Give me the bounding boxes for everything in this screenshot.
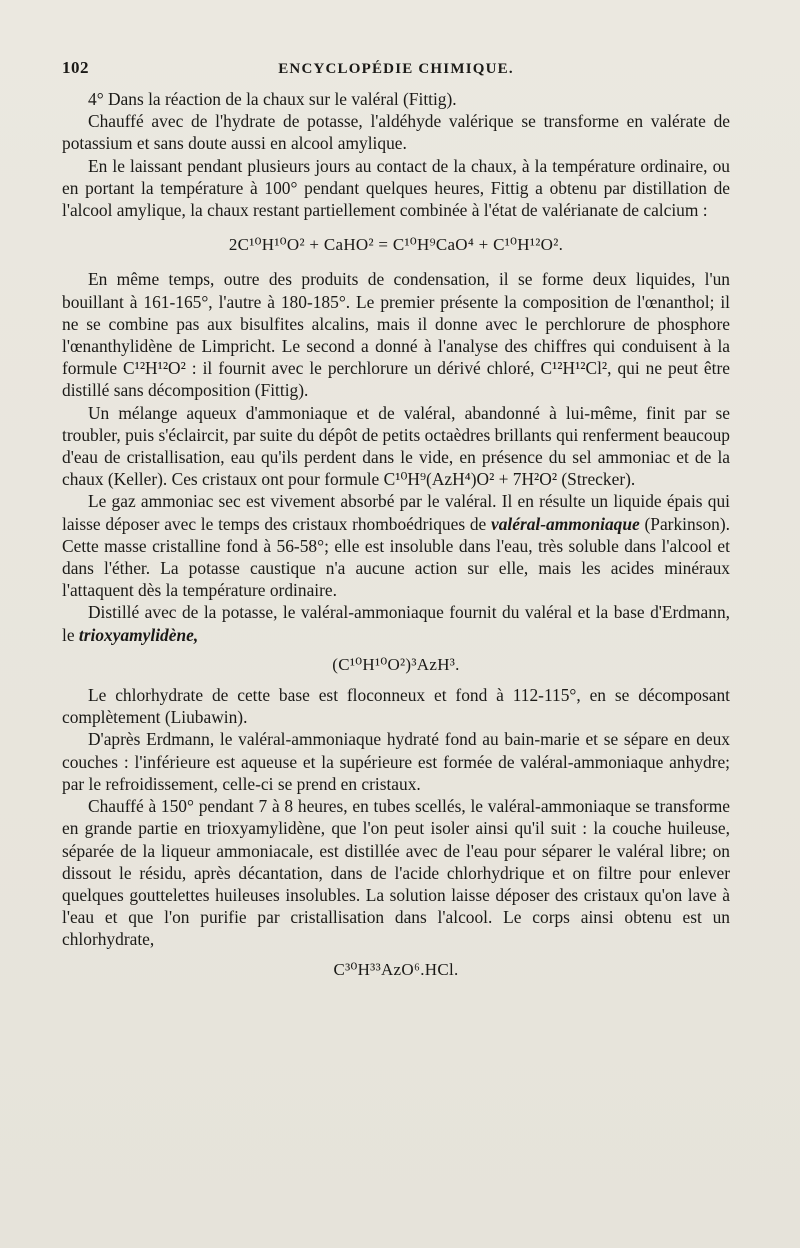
paragraph-ammoniaque-melange: Un mélange aqueux d'ammoniaque et de valéral, abandonné à lui-même, finit par se troubler, puis s'éclaircit, par suite du dépôt de petits octaèdres brillants qui renferment beaucoup d'eau de cristallisation, eau qu'ils perdent dans le vide, en présence du sel ammoniac et de la chaux (Keller). Ces cristaux ont pour formule C¹⁰H⁹(AzH⁴)O² + 7H²O² (Strecker). <box>62 402 730 490</box>
paragraph-gaz-ammoniac-text-1: Le gaz ammoniac sec est vivement absorbé par le valéral. Il en résulte un liquide épais qui laisse déposer avec le temps des cristaux rhomboédriques de <box>62 491 730 534</box>
paragraph-chlorhydrate: Le chlorhydrate de cette base est floconneux et fond à 112-115°, en se décomposant complètement (Liubawin). <box>62 685 730 728</box>
formula-chlorhydrate: C³⁰H³³AzO⁶.HCl. <box>333 959 459 979</box>
paragraph-distillation <box>62 601 730 645</box>
running-head: 102 ENCYCLOPÉDIE CHIMIQUE. <box>62 58 730 84</box>
paragraph-chaux: En le laissant pendant plusieurs jours au contact de la chaux, à la température ordinaire, ou en portant la température à 100° pendant quelques heures, Fittig a obtenu par distillation de l'alcool amylique, la chaux restant partiellement combinée à l'état de valérianate de calcium : <box>62 155 730 221</box>
term-trioxyamylidene: trioxyamylidène, <box>78 624 199 645</box>
paragraph-reaction-heading: 4° Dans la réaction de la chaux sur le valéral (Fittig). <box>88 89 457 109</box>
paragraph-gaz-ammoniac <box>62 490 730 601</box>
paragraph-distillation-text: Distillé avec de la potasse, le valéral-ammoniaque fournit du valéral et la base d'Erdmann, le <box>62 602 730 645</box>
formula-trioxyamylidene: (C¹⁰H¹⁰O²)³AzH³. <box>332 654 460 674</box>
formula-calcium: 2C¹⁰H¹⁰O² + CaHO² = C¹⁰H⁹CaO⁴ + C¹⁰H¹²O². <box>228 235 564 255</box>
paragraph-potasse: Chauffé avec de l'hydrate de potasse, l'aldéhyde valérique se transforme en valérate de potassium et sans doute aussi en alcool amylique. <box>62 111 730 154</box>
paragraph-condensation: En même temps, outre des produits de condensation, il se forme deux liquides, l'un bouillant à 161-165°, l'autre à 180-185°. Le premier présente la composition de l'œnanthol; il ne se combine pas aux bisulfites alcalins, mais il donne avec le perchlorure de phosphore l'œnanthylidène de Limpricht. Le second a donné à l'analyse des chiffres qui conduisent à la formule C¹²H¹²O² : il fournit avec le perchlorure un dérivé chloré, C¹²H¹²Cl², qui ne peut être distillé sans décomposition (Fittig). <box>62 269 730 401</box>
term-valeral-ammoniaque: valéral-ammoniaque <box>490 513 640 534</box>
paragraph-erdmann: D'après Erdmann, le valéral-ammoniaque hydraté fond au bain-marie et se sépare en deux couches : l'inférieure est aqueuse et la supérieure est formée de valéral-ammoniaque anhydre; par le refroidissement, celle-ci se prend en cristaux. <box>62 729 730 794</box>
running-title: ENCYCLOPÉDIE CHIMIQUE. <box>278 61 514 77</box>
paragraph-gaz-ammoniac-text-2: (Parkinson). Cette masse cristalline fond à 56-58°; elle est insoluble dans l'eau, très soluble dans l'alcool et dans l'éther. La potasse caustique n'a aucune action sur elle, mais les acides minéraux l'attaquent dès la température ordinaire. <box>62 513 730 601</box>
article-body <box>62 88 730 981</box>
paragraph-tubes-scelles: Chauffé à 150° pendant 7 à 8 heures, en tubes scellés, le valéral-ammoniaque se transforme en grande partie en trioxyamylidène, que l'on peut isoler ainsi qu'il suit : la couche huileuse, séparée de la liqueur ammoniacale, est distillée avec de l'eau pour séparer le valéral libre; on dissout le résidu, après décantation, dans de l'acide chlorhydrique et on filtre pour enlever quelques gouttelettes huileuses insolubles. La solution laisse déposer des cristaux qu'on lave à l'eau et que l'on purifie par cristallisation dans l'alcool. Le corps ainsi obtenu est un chlorhydrate, <box>62 796 730 950</box>
